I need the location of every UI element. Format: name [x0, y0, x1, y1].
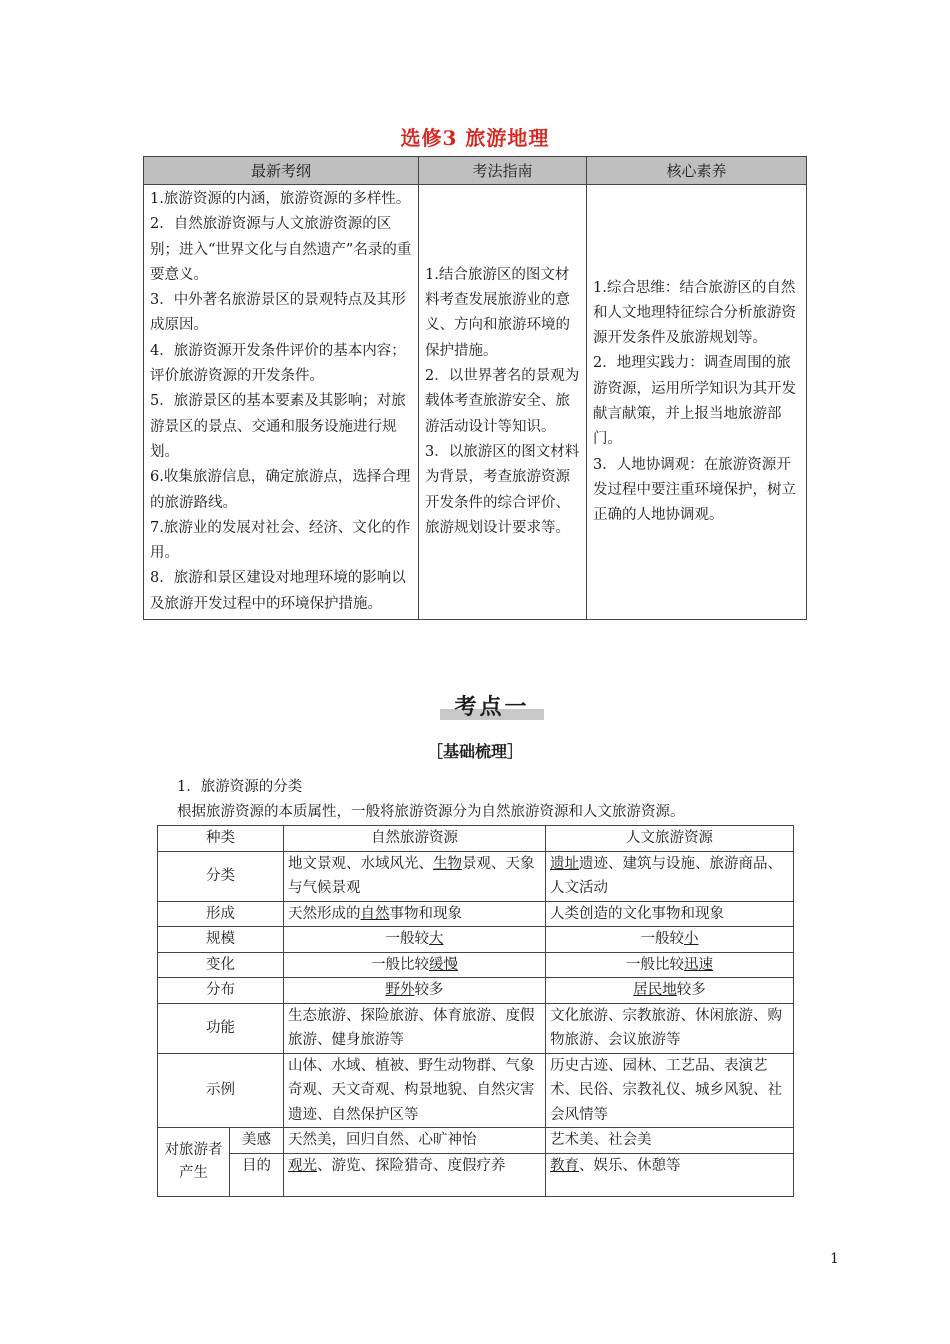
blank-answer: 居民地 — [633, 982, 677, 998]
intro-paragraph: 根据旅游资源的本质属性，一般将旅游资源分为自然旅游资源和人文旅游资源。 — [177, 804, 685, 820]
human-cell — [546, 978, 794, 1004]
table-row — [158, 1003, 794, 1053]
literacy-item: 3．人地协调观：在旅游资源开发过程中要注重环境保护，树立正确的人地协调观。 — [593, 456, 796, 524]
text: 、娱乐、休憩等 — [579, 1157, 681, 1174]
header-latest-syllabus: 最新考纲 — [144, 157, 419, 185]
text: 一般比较 — [626, 956, 684, 973]
guide-cell — [419, 185, 587, 620]
row-label: 功能 — [158, 1003, 284, 1053]
blank-answer: 迅速 — [684, 956, 713, 973]
page-number: 1 — [830, 1251, 839, 1267]
table-row — [158, 901, 794, 927]
human-cell: 人类创造的文化事物和现象 — [546, 901, 794, 927]
syllabus-cell — [144, 185, 419, 620]
text: 较多 — [414, 982, 444, 998]
text: 天然形成的 — [288, 905, 361, 922]
table-row — [158, 851, 794, 901]
blank-answer: 小 — [684, 931, 699, 947]
literacy-item: 1.综合思维：结合旅游区的自然和人文地理特征综合分析旅游资源开发条件及旅游规划等。 — [593, 279, 796, 347]
header-kind: 种类 — [158, 826, 284, 852]
row-label-effect: 对旅游者产生 — [158, 1128, 230, 1197]
sub-label: 美感 — [230, 1128, 284, 1154]
text: 遗迹、建筑与设施、旅游商品、人文活动 — [550, 855, 782, 896]
human-cell — [546, 952, 794, 978]
text: 一般较 — [385, 931, 429, 947]
row-label: 形成 — [158, 901, 284, 927]
natural-cell: 天然美，回归自然、心旷神怡 — [284, 1128, 546, 1154]
row-label: 分布 — [158, 978, 284, 1004]
blank-answer: 遗址 — [550, 855, 579, 872]
table-row — [158, 927, 794, 953]
natural-cell — [284, 978, 546, 1004]
header-natural: 自然旅游资源 — [284, 826, 546, 852]
table-row — [158, 1153, 794, 1196]
text: 一般比较 — [371, 956, 429, 973]
literacy-cell — [587, 185, 807, 620]
blank-answer: 观光 — [288, 1157, 317, 1174]
syllabus-item: 7.旅游业的发展对社会、经济、文化的作用。 — [150, 519, 411, 562]
human-cell: 艺术美、社会美 — [546, 1128, 794, 1154]
syllabus-item: 2．自然旅游资源与人文旅游资源的区别；进入“世界文化与自然遗产”名录的重要意义。 — [150, 216, 412, 283]
text: 较多 — [676, 982, 706, 998]
natural-cell — [284, 1153, 546, 1196]
row-label: 示例 — [158, 1053, 284, 1128]
literacy-item: 2．地理实践力：调查周围的旅游资源，运用所学知识为其开发献言献策，并上报当地旅游部门。 — [593, 355, 796, 448]
human-cell — [546, 851, 794, 901]
sub-label: 目的 — [230, 1153, 284, 1196]
syllabus-item: 1.旅游资源的内涵，旅游资源的多样性。 — [150, 191, 411, 207]
guide-item: 3．以旅游区的图文材料为背景，考查旅游资源开发条件的综合评价、旅游规划设计要求等。 — [425, 443, 580, 536]
text: 、游览、探险猎奇、度假疗养 — [317, 1157, 506, 1174]
human-cell — [546, 1153, 794, 1196]
header-core-literacy: 核心素养 — [587, 157, 807, 185]
row-label: 规模 — [158, 927, 284, 953]
human-cell: 文化旅游、宗教旅游、休闲旅游、购物旅游、会议旅游等 — [546, 1003, 794, 1053]
row-label: 分类 — [158, 851, 284, 901]
syllabus-item: 8．旅游和景区建设对地理环境的影响以及旅游开发过程中的环境保护措施。 — [150, 570, 406, 612]
human-cell — [546, 927, 794, 953]
syllabus-item: 6.收集旅游信息，确定旅游点，选择合理的旅游路线。 — [150, 469, 411, 511]
header-human: 人文旅游资源 — [546, 826, 794, 852]
text: 事物和现象 — [389, 905, 462, 922]
table-row — [158, 952, 794, 978]
natural-cell: 山体、水域、植被、野生动物群、气象奇观、天文奇观、构景地貌、自然灾害遗迹、自然保护区等 — [284, 1053, 546, 1128]
guide-item: 2．以世界著名的景观为载体考查旅游安全、旅游活动设计等知识。 — [425, 368, 580, 435]
header-exam-guide: 考法指南 — [419, 157, 587, 185]
exam-point-heading — [440, 690, 544, 720]
text: 地文景观、水域风光、 — [288, 855, 433, 872]
blank-answer: 缓慢 — [429, 956, 458, 973]
blank-answer: 生物 — [433, 855, 462, 872]
blank-answer: 野外 — [385, 982, 415, 998]
blank-answer: 自然 — [360, 905, 390, 922]
syllabus-item: 4．旅游资源开发条件评价的基本内容；评价旅游资源的开发条件。 — [150, 342, 406, 385]
natural-cell — [284, 927, 546, 953]
table-row — [158, 978, 794, 1004]
human-cell: 历史古迹、园林、工艺品、表演艺术、民俗、宗教礼仪、城乡风貌、社会风情等 — [546, 1053, 794, 1128]
exam-point-label: 考点一 — [454, 694, 530, 720]
outline-table — [143, 156, 807, 620]
text: 景观、天象与气候景观 — [288, 855, 535, 896]
table-row — [158, 1128, 794, 1154]
subsection-title: 1．旅游资源的分类 — [177, 779, 303, 795]
syllabus-item: 3．中外著名旅游景区的景观特点及其形成原因。 — [150, 292, 406, 334]
page-title: 选修3 旅游地理 — [400, 126, 550, 150]
natural-cell — [284, 901, 546, 927]
syllabus-item: 5．旅游景区的基本要素及其影响；对旅游景区的景点、交通和服务设施进行规划。 — [150, 393, 406, 460]
natural-cell — [284, 851, 546, 901]
section-heading: ［基础梳理］ — [426, 742, 523, 761]
classification-table — [157, 825, 794, 1197]
natural-cell — [284, 952, 546, 978]
blank-answer: 教育 — [550, 1157, 579, 1174]
table-row — [158, 1053, 794, 1128]
blank-answer: 大 — [429, 931, 444, 947]
natural-cell: 生态旅游、探险旅游、体育旅游、度假旅游、健身旅游等 — [284, 1003, 546, 1053]
guide-item: 1.结合旅游区的图文材料考查发展旅游业的意义、方向和旅游环境的保护措施。 — [425, 266, 570, 359]
row-label: 变化 — [158, 952, 284, 978]
text: 一般较 — [640, 931, 684, 947]
